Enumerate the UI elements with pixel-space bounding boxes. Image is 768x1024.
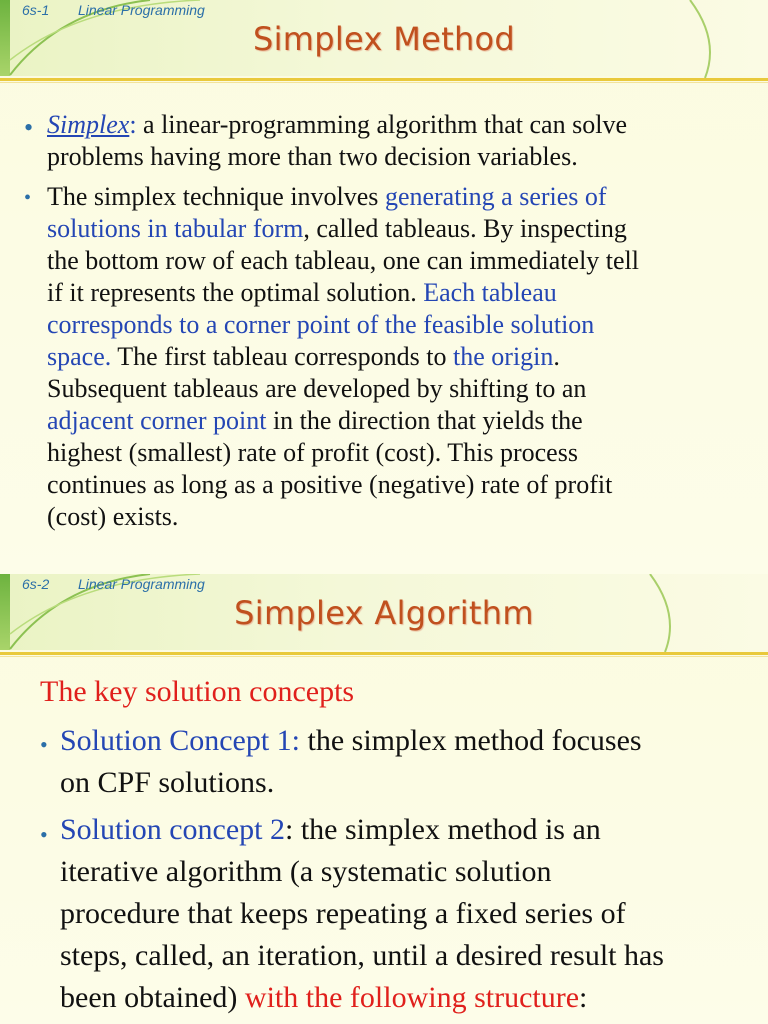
slide-number: 6s-1	[22, 2, 50, 18]
section-heading: The key solution concepts	[40, 675, 355, 708]
bullet-solution-concept-2: Solution concept 2: the simplex method is an iterative algorithm (a systematic solution procedure that keeps repeating a fixed series of steps, called, an iteration, until a desired result has been obtained) with the following structure:	[60, 813, 664, 1014]
header-divider	[0, 78, 768, 81]
bullet-simplex-technique: The simplex technique involves generating a series of solutions in tabular form, called tableaus. By inspecting the bottom row of each tableau, one can immediately tell if it represents the optimal solution. Each tableau corresponds to a corner point of the feasible solution space. The first tableau corresponds to the origin. Subsequent tableaus are developed by shifting to an adjacent corner point in the direction that yields the highest (smallest) rate of profit (cost). This process continues as long as a positive (negative) rate of profit (cost) exists.	[47, 182, 640, 531]
bullet-marker: •	[24, 187, 32, 209]
slide-2	[0, 574, 768, 1024]
term-simplex: Simplex	[47, 110, 130, 139]
slide-topic: Linear Programming	[78, 576, 205, 592]
bullet-marker: •	[24, 113, 34, 142]
slide-title: Simplex Algorithm	[234, 594, 534, 632]
term-solution-concept-1: Solution Concept 1:	[60, 724, 300, 757]
bullet-solution-concept-1: Solution Concept 1: the simplex method focuses on CPF solutions.	[60, 724, 642, 799]
header-divider-thin	[0, 656, 768, 657]
slide-topic: Linear Programming	[78, 2, 205, 18]
bullet-marker: •	[40, 732, 48, 757]
bullet-marker: •	[40, 822, 48, 847]
bullet-simplex-definition: Simplex: a linear-programming algorithm that can solve problems having more than two decision variables.	[47, 110, 627, 171]
slide-title: Simplex Method	[252, 20, 516, 58]
slide-number: 6s-2	[22, 576, 50, 592]
term-solution-concept-2: Solution concept 2	[60, 813, 285, 846]
header-divider-thin	[0, 82, 768, 83]
header-divider	[0, 652, 768, 655]
